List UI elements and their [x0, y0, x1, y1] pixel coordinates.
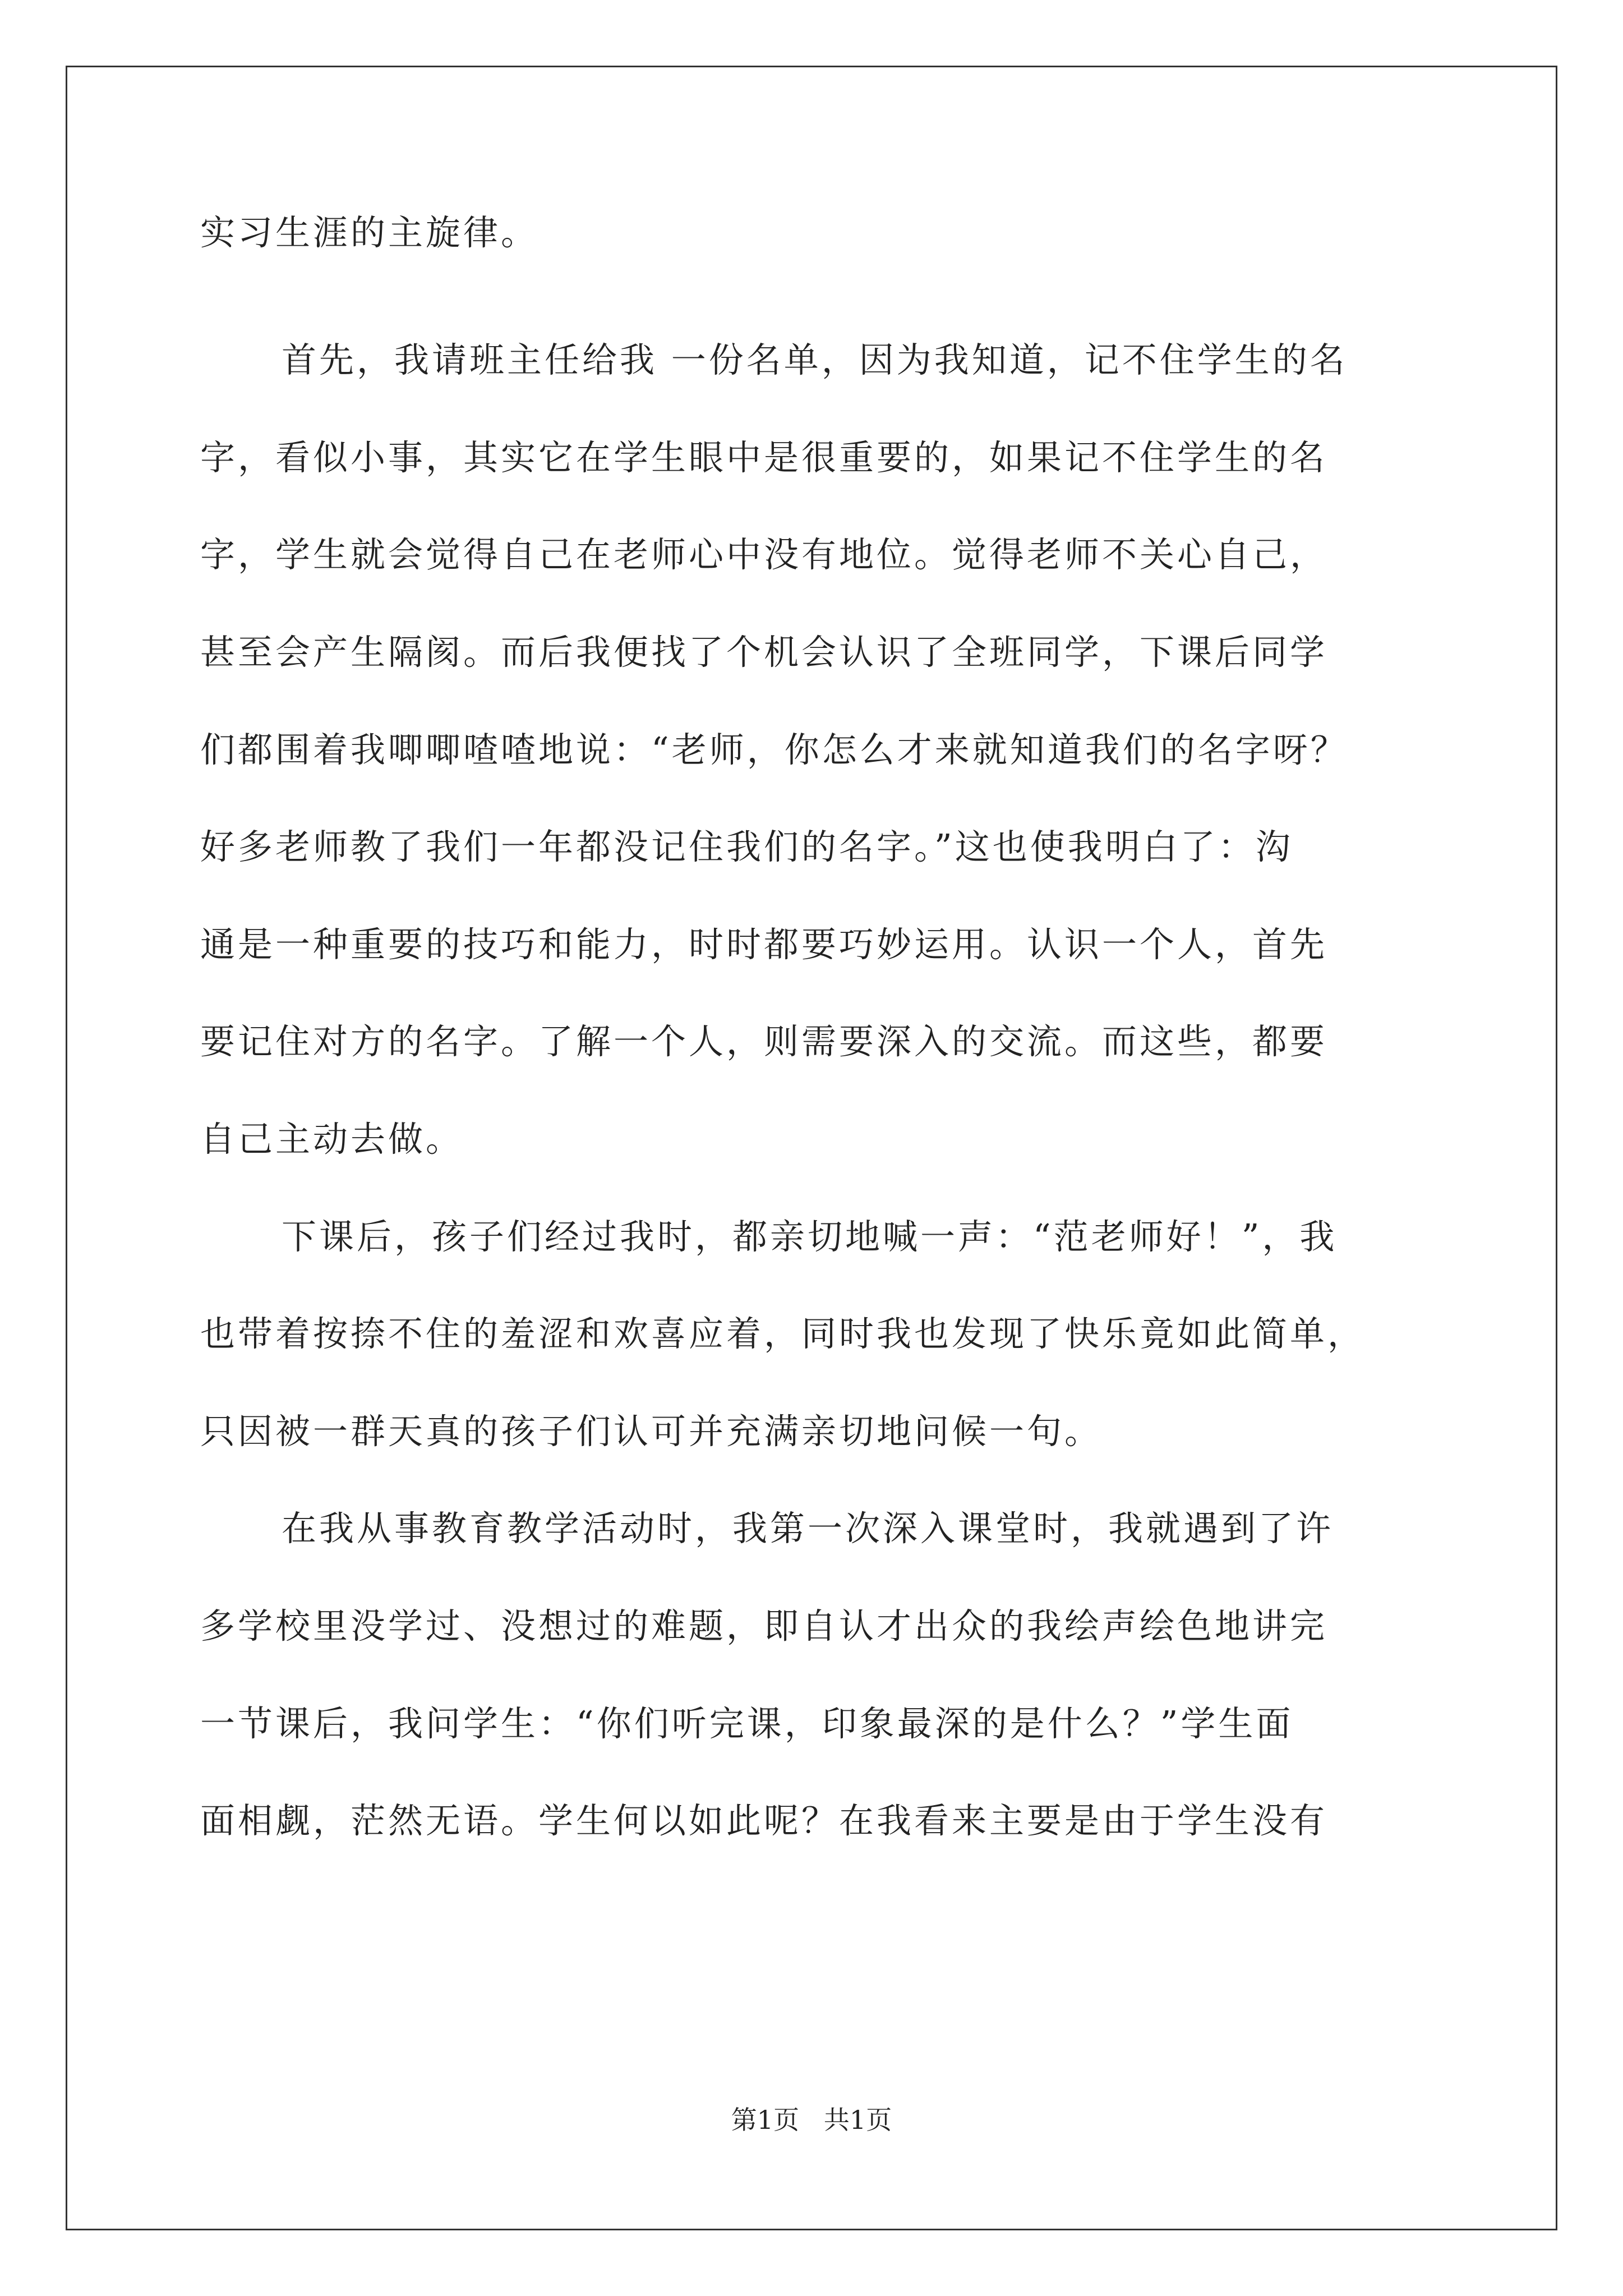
page-number-footer: 第1页 共1页	[731, 2105, 892, 2135]
text-line: 字，学生就会觉得自己在老师心中没有地位。觉得老师不关心自己，	[200, 534, 1328, 575]
text-line: 一节课后，我问学生：“你们听完课，印象最深的是什么？”学生面	[200, 1703, 1294, 1744]
text-line: 在我从事教育教学活动时，我第一次深入课堂时，我就遇到了许	[282, 1508, 1334, 1549]
text-line: 甚至会产生隔阂。而后我便找了个机会认识了全班同学，下课后同学	[200, 632, 1328, 673]
text-line: 只因被一群天真的孩子们认可并充满亲切地问候一句。	[200, 1411, 1103, 1452]
text-line: 多学校里没学过、没想过的难题，即自认才出众的我绘声绘色地讲完	[200, 1605, 1328, 1646]
text-line: 字，看似小事，其实它在学生眼中是很重要的，如果记不住学生的名	[200, 437, 1328, 478]
text-line: 也带着按捺不住的羞涩和欢喜应着，同时我也发现了快乐竟如此简单，	[200, 1313, 1366, 1354]
text-line: 首先，我请班主任给我 一份名单，因为我知道，记不住学生的名	[282, 339, 1348, 380]
text-line: 下课后，孩子们经过我时，都亲切地喊一声：“范老师好！”，我	[282, 1216, 1338, 1257]
text-line: 要记住对方的名字。了解一个人，则需要深入的交流。而这些，都要	[200, 1021, 1328, 1062]
text-line: 好多老师教了我们一年都没记住我们的名字。”这也使我明白了：沟	[200, 826, 1293, 867]
text-line: 实习生涯的主旋律。	[200, 212, 539, 253]
text-line: 通是一种重要的技巧和能力，时时都要巧妙运用。认识一个人，首先	[200, 924, 1328, 965]
text-line: 们都围着我唧唧喳喳地说：“老师，你怎么才来就知道我们的名字呀？	[200, 729, 1348, 770]
text-line: 面相觑，茫然无语。学生何以如此呢？在我看来主要是由于学生没有	[200, 1800, 1328, 1841]
text-line: 自己主动去做。	[200, 1119, 464, 1159]
